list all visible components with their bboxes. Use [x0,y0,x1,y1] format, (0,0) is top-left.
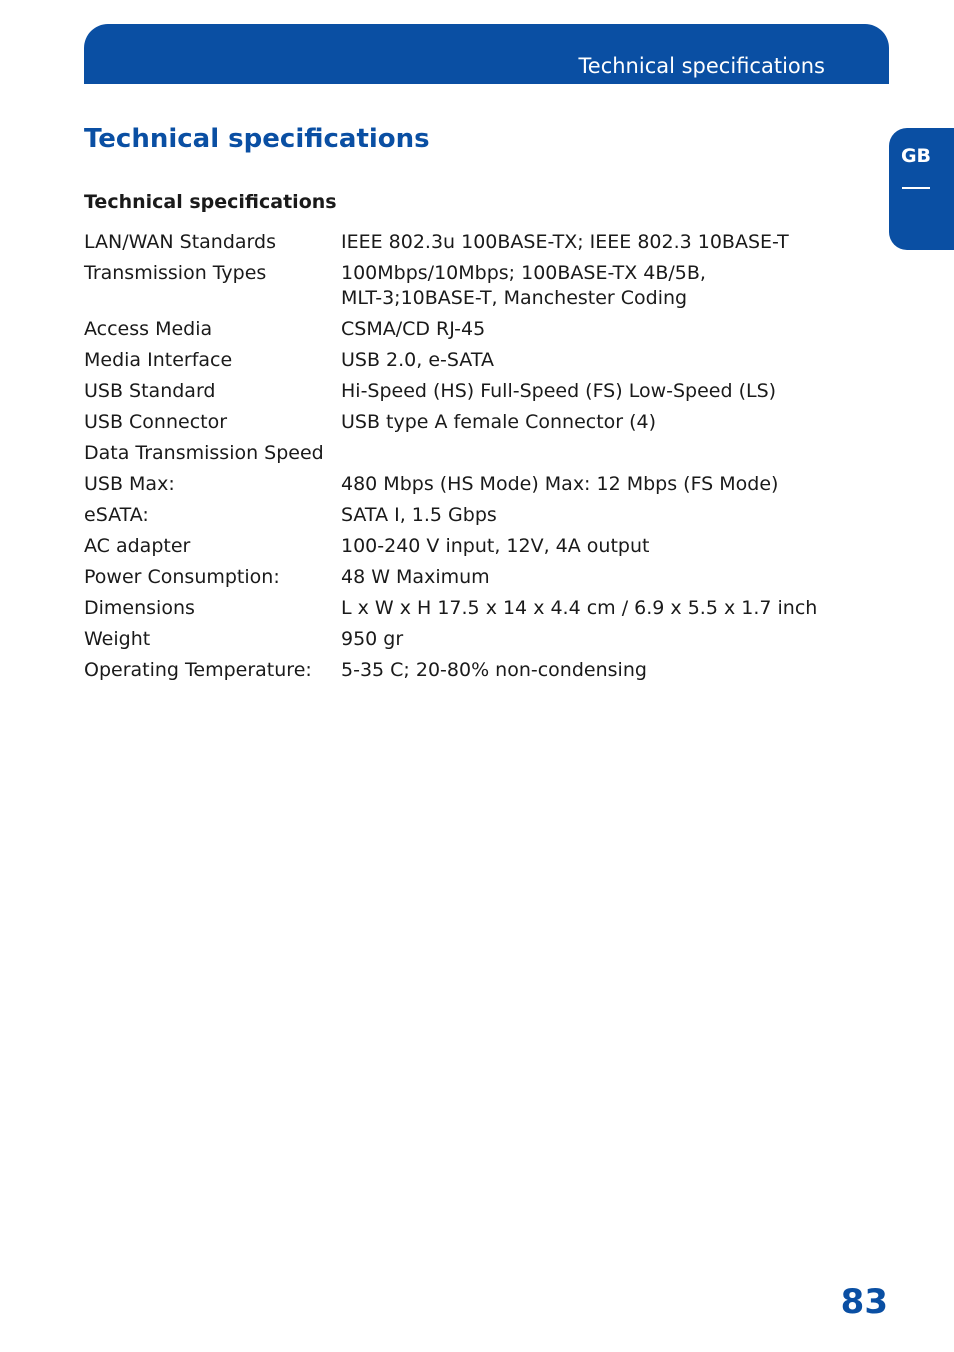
spec-value: Hi-Speed (HS) Full-Speed (FS) Low-Speed (LS) [341,380,777,402]
spec-row [84,596,864,627]
spec-row [84,658,864,689]
spec-value: 100Mbps/10Mbps; 100BASE-TX 4B/5B, MLT-3;10BASE-T, Manchester Coding [341,262,706,309]
spec-label: AC adapter [84,535,191,557]
spec-label: Power Consumption: [84,566,280,588]
spec-label: USB Connector [84,411,228,433]
spec-label: Media Interface [84,349,233,371]
language-label: GB [900,145,932,167]
spec-value: IEEE 802.3u 100BASE-TX; IEEE 802.3 10BASE-T [341,231,789,253]
spec-value: 100-240 V input, 12V, 4A output [341,535,650,557]
spec-row [84,503,864,534]
spec-row [84,379,864,410]
spec-value: USB type A female Connector (4) [341,411,657,433]
spec-value: SATA I, 1.5 Gbps [341,504,497,526]
spec-row [84,441,864,472]
spec-row [84,230,864,261]
spec-label: USB Standard [84,380,216,402]
spec-value: 480 Mbps (HS Mode) Max: 12 Mbps (FS Mode) [341,473,779,495]
header-title: Technical specifications [578,54,825,78]
page-title: Technical specifications [84,124,430,154]
spec-value: USB 2.0, e-SATA [341,349,494,371]
spec-row [84,410,864,441]
spec-label: Operating Temperature: [84,659,312,681]
spec-label: eSATA: [84,504,149,526]
spec-row [84,627,864,658]
spec-label: Weight [84,628,151,650]
spec-label: USB Max: [84,473,175,495]
spec-label: Dimensions [84,597,195,619]
spec-value [341,441,864,466]
spec-row [84,317,864,348]
section-title: Technical specifications [84,191,337,213]
language-tab [889,128,954,250]
header-bar [84,24,889,84]
spec-label: Data Transmission Speed [84,442,324,464]
spec-value: 5-35 C; 20-80% non-condensing [341,659,647,681]
spec-row [84,348,864,379]
spec-row [84,534,864,565]
spec-label: LAN/WAN Standards [84,231,276,253]
spec-value: L x W x H 17.5 x 14 x 4.4 cm / 6.9 x 5.5 x 1.7 inch [341,597,818,619]
spec-label: Access Media [84,318,213,340]
spec-value: 48 W Maximum [341,566,490,588]
spec-value: 950 gr [341,628,404,650]
spec-row [84,565,864,596]
spec-row [84,472,864,503]
language-tab-divider [902,187,930,189]
page-number: 83 [840,1282,888,1322]
spec-table [84,230,864,689]
spec-row [84,261,864,317]
spec-value: CSMA/CD RJ-45 [341,318,486,340]
spec-label: Transmission Types [84,262,267,284]
